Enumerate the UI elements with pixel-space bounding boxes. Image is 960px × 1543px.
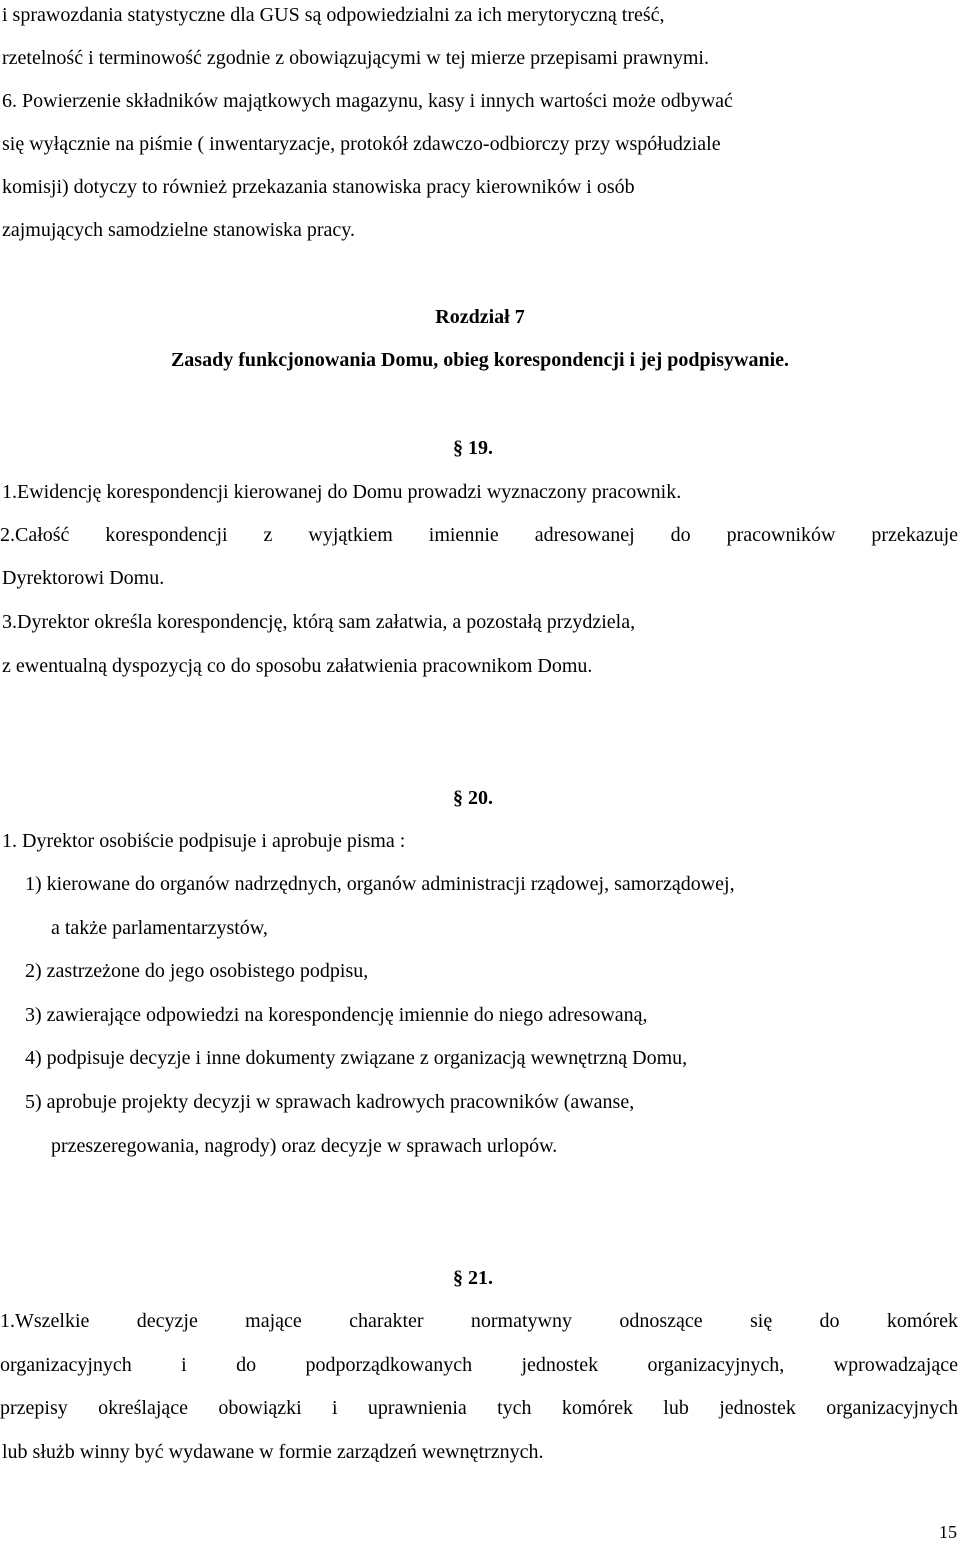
section-19-line: 1.Ewidencję korespondencji kierowanej do Domu prowadzi wyznaczony pracownik. [2, 481, 682, 503]
section-19-line: z ewentualną dyspozycją co do sposobu załatwienia pracownikom Domu. [2, 655, 593, 677]
section-mark-20: § 20. [453, 787, 493, 809]
section-20-item: 5) aprobuje projekty decyzji w sprawach kadrowych pracowników (awanse, [25, 1091, 635, 1113]
section-20-item: 1) kierowane do organów nadrzędnych, organów administracji rządowej, samorządowej, [25, 873, 735, 895]
page-number: 15 [939, 1522, 957, 1542]
section-mark-19: § 19. [453, 437, 493, 459]
section-20-intro: 1. Dyrektor osobiście podpisuje i aprobuje pisma : [2, 830, 406, 852]
body-text-line: i sprawozdania statystyczne dla GUS są odpowiedzialni za ich merytoryczną treść, [2, 4, 665, 26]
section-21-line: 1.Wszelkie decyzje mające charakter normatywny odnoszące się do komórek [0, 1310, 958, 1332]
section-19-line: 3.Dyrektor określa korespondencję, którą sam załatwia, a pozostałą przydziela, [2, 611, 636, 633]
body-text-line: 6. Powierzenie składników majątkowych magazynu, kasy i innych wartości może odbywać [2, 90, 733, 112]
body-text-line: komisji) dotyczy to również przekazania stanowiska pracy kierowników i osób [2, 176, 635, 198]
body-text-line: rzetelność i terminowość zgodnie z obowiązującymi w tej mierze przepisami prawnymi. [2, 47, 709, 69]
body-text-line: zajmujących samodzielne stanowiska pracy. [2, 219, 356, 241]
section-20-item: 3) zawierające odpowiedzi na korespondencję imiennie do niego adresowaną, [25, 1004, 648, 1026]
chapter-title: Zasady funkcjonowania Domu, obieg korespondencji i jej podpisywanie. [170, 349, 790, 371]
section-20-item: 2) zastrzeżone do jego osobistego podpisu, [25, 960, 369, 982]
section-20-item: 4) podpisuje decyzje i inne dokumenty związane z organizacją wewnętrzną Domu, [25, 1047, 688, 1069]
section-19-line: Dyrektorowi Domu. [2, 567, 165, 589]
section-19-line: 2.Całość korespondencji z wyjątkiem imiennie adresowanej do pracowników przekazuje [0, 524, 958, 546]
body-text-line: się wyłącznie na piśmie ( inwentaryzacje, protokół zdawczo-odbiorczy przy współudziale [2, 133, 721, 155]
chapter-number: Rozdział 7 [435, 306, 525, 328]
section-21-line: organizacyjnych i do podporządkowanych jednostek organizacyjnych, wprowadzające [0, 1354, 958, 1376]
section-21-line: lub służb winny być wydawane w formie zarządzeń wewnętrznych. [2, 1441, 544, 1463]
section-21-line: przepisy określające obowiązki i uprawnienia tych komórek lub jednostek organizacyjnych [0, 1397, 958, 1419]
section-20-item-continuation: a także parlamentarzystów, [51, 917, 268, 939]
section-mark-21: § 21. [453, 1267, 493, 1289]
section-20-item-continuation: przeszeregowania, nagrody) oraz decyzje w sprawach urlopów. [51, 1135, 558, 1157]
